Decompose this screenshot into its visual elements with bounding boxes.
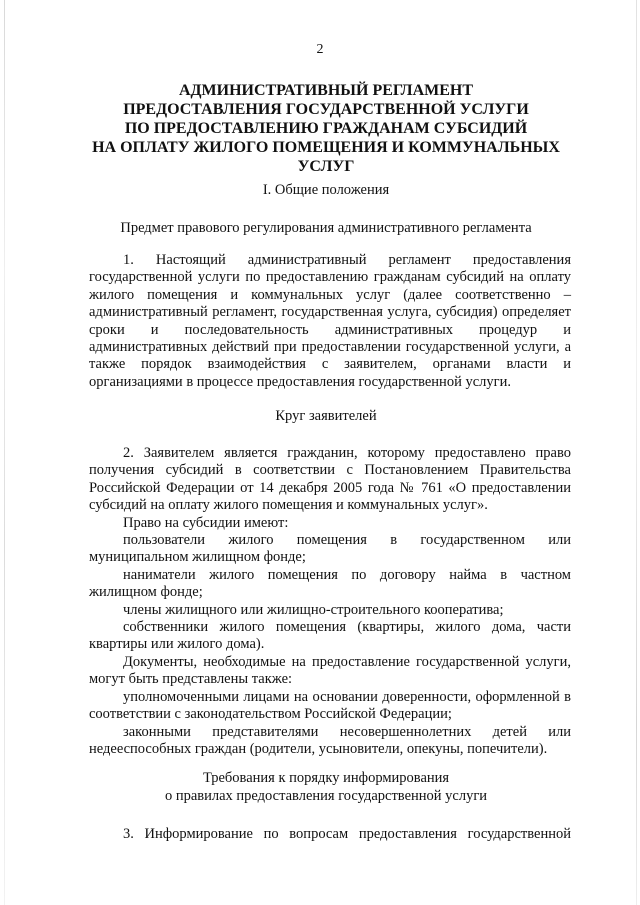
paragraph-2-block (89, 445, 571, 758)
subject-heading: Предмет правового регулирования административного регламента (120, 220, 532, 236)
paragraph-2: 2. Заявителем является гражданин, которому предоставлено право получения субсидий в соответствии с Постановлением Правительства Российской Федерации от 14 декабря 2005 года № 761 «О предоставлении субсидий на оплату жилого помещения и коммунальных услуг». (89, 445, 571, 514)
title-line: ПО ПРЕДОСТАВЛЕНИЮ ГРАЖДАНАМ СУБСИДИЙ (124, 120, 528, 137)
documents-intro: Документы, необходимые на предоставление государственной услуги, могут быть представлены также: (89, 653, 571, 688)
right-item: наниматели жилого помещения по договору найма в частном жилищном фонде; (89, 566, 571, 601)
right-intro: Право на субсидии имеют: (123, 514, 289, 531)
info-heading-line: Требования к порядку информирования (202, 770, 450, 786)
documents-item: уполномоченными лицами на основании доверенности, оформленной в соответствии с законодательством Российской Федерации; (89, 688, 571, 723)
info-heading-line: о правилах предоставления государственной услуги (164, 787, 488, 804)
documents-item: законными представителями несовершеннолетних детей или недееспособных граждан (родители, усыновители, опекуны, попечители). (89, 723, 571, 757)
document-title (60, 81, 592, 176)
paragraph-1-block (89, 252, 571, 391)
right-item: собственники жилого помещения (квартиры, жилого дома, части квартиры или жилого дома). (89, 619, 571, 653)
info-heading (60, 770, 592, 805)
scan-edge-right (636, 0, 637, 905)
paragraph-3-block (89, 826, 571, 843)
page-number: 2 (316, 42, 324, 57)
paragraph-3-start: 3. Информирование по вопросам предоставления государственной (123, 826, 571, 842)
right-item: пользователи жилого помещения в государственном или муниципальном жилищном фонде; (89, 532, 571, 566)
paragraph-1: 1. Настоящий административный регламент предоставления государственной услуги по предоставлению гражданам субсидий на оплату жилого помещения и коммунальных услуг (далее соответственно – административный регламент, государственная услуга, субсидия) определяет сроки и последовательность административных процедур и административных действий при предоставлении государственной услуги, а также порядок взаимодействия с заявителем, органами власти и организациями в процессе предоставления государственной услуги. (89, 252, 571, 390)
applicants-heading: Круг заявителей (275, 408, 377, 424)
title-line: ПРЕДОСТАВЛЕНИЯ ГОСУДАРСТВЕННОЙ УСЛУГИ (123, 101, 529, 118)
title-line: АДМИНИСТРАТИВНЫЙ РЕГЛАМЕНТ (178, 82, 474, 99)
section-heading: I. Общие положения (262, 182, 390, 198)
scan-edge-left (4, 0, 5, 905)
title-line: НА ОПЛАТУ ЖИЛОГО ПОМЕЩЕНИЯ И КОММУНАЛЬНЫХ (92, 139, 560, 156)
title-line: УСЛУГ (297, 158, 355, 175)
right-item: члены жилищного или жилищно-строительного кооператива; (123, 601, 504, 618)
